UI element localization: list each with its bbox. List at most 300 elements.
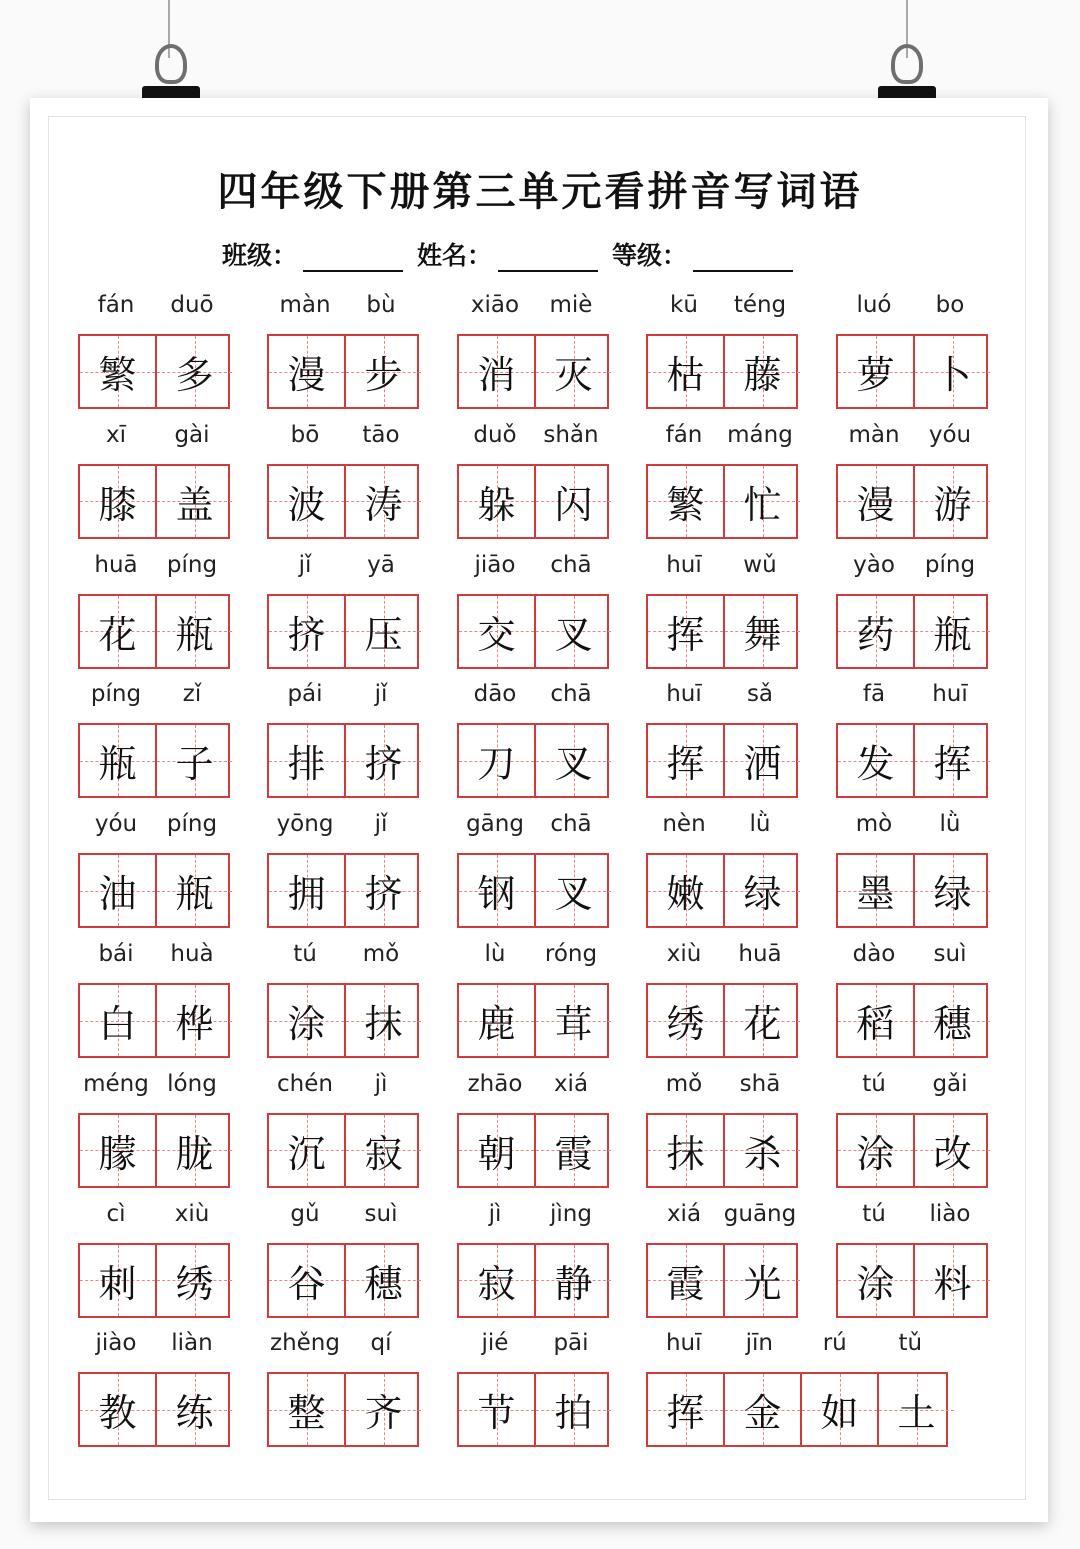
tianzige-cell[interactable] (913, 855, 990, 926)
tianzige-cell[interactable] (723, 1245, 800, 1316)
tianzige-box (646, 983, 798, 1058)
tianzige-cell[interactable] (344, 1245, 421, 1316)
pinyin-prompt (836, 941, 988, 971)
tianzige-cell[interactable] (838, 1115, 913, 1186)
tianzige-box (646, 334, 798, 409)
tianzige-cell[interactable] (155, 1245, 232, 1316)
tianzige-box (836, 334, 988, 409)
tianzige-box (267, 723, 419, 798)
hanzi-character: 挤 (364, 872, 403, 917)
hanzi-character: 寂 (477, 1261, 516, 1306)
tianzige-cell[interactable] (155, 1115, 232, 1186)
pinyin-syllable: fā (862, 681, 886, 708)
tianzige-box (646, 464, 798, 539)
hanzi-character: 瓶 (933, 612, 972, 657)
hanzi-character: 压 (364, 612, 403, 657)
tianzige-cell[interactable] (838, 1245, 913, 1316)
pinyin-prompt (78, 1201, 230, 1231)
tianzige-cell[interactable] (269, 336, 344, 407)
tianzige-cell[interactable] (648, 596, 723, 667)
pinyin-syllable: xiāo (470, 292, 520, 318)
tianzige-cell[interactable] (459, 336, 534, 407)
tianzige-box (457, 1243, 609, 1318)
pinyin-syllable: miè (549, 292, 593, 318)
pinyin-prompt (78, 1330, 230, 1360)
hanzi-character: 钢 (477, 872, 516, 917)
tianzige-cell[interactable] (534, 725, 611, 796)
hanzi-character: 繁 (666, 482, 705, 527)
tianzige-cell[interactable] (344, 725, 421, 796)
tianzige-box (836, 464, 988, 539)
tianzige-box (836, 1243, 988, 1318)
tianzige-cell[interactable] (648, 1245, 723, 1316)
pinyin-syllable: liào (929, 1200, 971, 1227)
tianzige-cell[interactable] (913, 466, 990, 537)
pinyin-syllable: chén (277, 1070, 333, 1097)
pinyin-syllable: gǎi (932, 1070, 968, 1097)
worksheet-title: 四年级下册第三单元看拼音写词语 (217, 168, 863, 215)
hanzi-character: 抹 (666, 1131, 705, 1176)
pinyin-syllable: máng (727, 421, 793, 448)
tianzige-box (457, 334, 609, 409)
pinyin-prompt (78, 681, 230, 711)
hanzi-character: 挥 (933, 742, 972, 787)
tianzige-cell[interactable] (723, 985, 800, 1056)
tianzige-cell[interactable] (648, 985, 723, 1056)
tianzige-cell[interactable] (269, 1245, 344, 1316)
tianzige-cell[interactable] (269, 596, 344, 667)
hanzi-character: 枯 (666, 353, 705, 397)
hanzi-character: 嫩 (666, 872, 705, 917)
tianzige-box (836, 983, 988, 1058)
tianzige-box (78, 1372, 230, 1447)
tianzige-cell[interactable] (913, 725, 990, 796)
pinyin-prompt (646, 422, 798, 452)
hanzi-character: 花 (98, 612, 137, 657)
hanzi-character: 挤 (287, 612, 326, 657)
pinyin-syllable: wǔ (743, 551, 777, 578)
hanzi-character: 涂 (287, 1002, 326, 1046)
pinyin-syllable: mǒ (665, 1070, 703, 1097)
hanzi-character: 灭 (554, 353, 593, 397)
tianzige-cell[interactable] (723, 855, 800, 926)
tianzige-cell[interactable] (534, 1374, 611, 1445)
hanzi-character: 穗 (364, 1261, 403, 1306)
tianzige-cell[interactable] (534, 985, 611, 1056)
hanzi-character: 萝 (856, 353, 895, 397)
pinyin-syllable: dāo (473, 681, 517, 708)
tianzige-cell[interactable] (80, 855, 155, 926)
pinyin-syllable: zhěng (270, 1330, 340, 1357)
pinyin-prompt (836, 422, 988, 452)
tianzige-cell[interactable] (344, 1115, 421, 1186)
tianzige-cell[interactable] (80, 1115, 155, 1186)
pinyin-syllable: píng (166, 551, 218, 578)
pinyin-prompt (836, 552, 988, 582)
tianzige-cell[interactable] (648, 336, 723, 407)
tianzige-cell[interactable] (534, 466, 611, 537)
tianzige-cell[interactable] (80, 466, 155, 537)
tianzige-cell[interactable] (269, 466, 344, 537)
pinyin-prompt (457, 292, 609, 322)
pinyin-syllable: jiào (95, 1330, 137, 1357)
hanzi-character: 霞 (666, 1261, 705, 1306)
hanzi-character: 朝 (477, 1131, 516, 1176)
tianzige-box (267, 983, 419, 1058)
tianzige-cell[interactable] (913, 596, 990, 667)
tianzige-cell[interactable] (534, 336, 611, 407)
pinyin-syllable: duō (170, 292, 214, 318)
tianzige-cell[interactable] (838, 596, 913, 667)
tianzige-cell[interactable] (838, 336, 913, 407)
pinyin-syllable: nèn (662, 811, 706, 838)
tianzige-cell[interactable] (269, 985, 344, 1056)
hanzi-character: 挥 (666, 1391, 705, 1436)
hanzi-character: 霞 (554, 1131, 593, 1176)
pinyin-syllable: huā (94, 551, 138, 578)
pinyin-syllable: róng (544, 941, 598, 967)
tianzige-cell[interactable] (723, 1374, 800, 1445)
pinyin-syllable: yóu (928, 421, 972, 448)
hanzi-character: 料 (933, 1261, 972, 1306)
tianzige-cell[interactable] (723, 466, 800, 537)
pinyin-syllable: xiá (666, 1200, 702, 1227)
hanzi-character: 步 (364, 353, 403, 397)
tianzige-cell[interactable] (648, 855, 723, 926)
tianzige-cell[interactable] (913, 985, 990, 1056)
hanzi-character: 叉 (554, 612, 593, 657)
grade-blank[interactable] (693, 242, 793, 272)
pinyin-syllable: píng (90, 681, 142, 708)
hanzi-character: 节 (477, 1391, 516, 1436)
pinyin-syllable: bo (935, 292, 965, 318)
tianzige-cell[interactable] (913, 336, 990, 407)
pinyin-syllable: fán (665, 421, 703, 448)
pinyin-prompt (457, 941, 609, 971)
tianzige-cell[interactable] (155, 1374, 232, 1445)
hanzi-character: 涂 (856, 1131, 895, 1176)
pinyin-syllable: bù (366, 292, 396, 318)
tianzige-box (78, 983, 230, 1058)
tianzige-cell[interactable] (269, 725, 344, 796)
pinyin-syllable: xiù (666, 941, 702, 967)
tianzige-cell[interactable] (534, 855, 611, 926)
tianzige-box (78, 853, 230, 928)
student-info-line (222, 236, 807, 272)
pinyin-prompt (267, 422, 419, 452)
tianzige-box (457, 594, 609, 669)
pinyin-prompt (457, 811, 609, 841)
hanzi-character: 舞 (743, 612, 782, 657)
pinyin-syllable: rú (822, 1330, 847, 1357)
pinyin-prompt (78, 811, 230, 841)
hanzi-character: 稻 (856, 1002, 895, 1046)
name-label: 姓名： (417, 241, 493, 270)
tianzige-cell[interactable] (723, 596, 800, 667)
tianzige-cell[interactable] (648, 466, 723, 537)
tianzige-cell[interactable] (269, 1374, 344, 1445)
tianzige-box (457, 723, 609, 798)
pinyin-prompt (457, 1330, 609, 1360)
pinyin-syllable: píng (924, 551, 976, 578)
tianzige-cell[interactable] (800, 1374, 877, 1445)
hanzi-character: 茸 (554, 1002, 593, 1046)
tianzige-cell[interactable] (269, 855, 344, 926)
tianzige-box (267, 853, 419, 928)
tianzige-cell[interactable] (155, 466, 232, 537)
tianzige-cell[interactable] (344, 855, 421, 926)
tianzige-cell[interactable] (459, 1374, 534, 1445)
grade-label: 等级： (612, 241, 688, 270)
pinyin-prompt (646, 681, 798, 711)
hanzi-character: 瓶 (175, 612, 214, 657)
tianzige-box (78, 594, 230, 669)
hanzi-character: 子 (175, 742, 214, 787)
tianzige-cell[interactable] (459, 596, 534, 667)
hanzi-character: 波 (287, 482, 326, 527)
hanzi-character: 刺 (98, 1261, 137, 1306)
pinyin-prompt (267, 811, 419, 841)
tianzige-cell[interactable] (723, 336, 800, 407)
name-blank[interactable] (498, 242, 598, 272)
tianzige-box (646, 594, 798, 669)
tianzige-box (836, 1113, 988, 1188)
pinyin-syllable: yóu (94, 811, 138, 838)
pinyin-syllable: jié (481, 1330, 509, 1357)
pinyin-syllable: suì (933, 941, 967, 967)
tianzige-cell[interactable] (459, 725, 534, 796)
pinyin-syllable: suì (364, 1200, 398, 1227)
pinyin-prompt (646, 941, 798, 971)
tianzige-box (267, 334, 419, 409)
tianzige-cell[interactable] (913, 1115, 990, 1186)
tianzige-cell[interactable] (723, 725, 800, 796)
hanzi-character: 叉 (554, 872, 593, 917)
pinyin-syllable: chā (550, 681, 592, 708)
tianzige-cell[interactable] (80, 1374, 155, 1445)
pinyin-prompt (836, 1071, 988, 1101)
tianzige-cell[interactable] (155, 855, 232, 926)
pinyin-syllable: lǜ (939, 811, 961, 838)
tianzige-cell[interactable] (459, 1245, 534, 1316)
pinyin-syllable: tú (862, 1200, 886, 1227)
tianzige-cell[interactable] (155, 596, 232, 667)
pinyin-syllable: tú (293, 941, 317, 967)
tianzige-cell[interactable] (80, 725, 155, 796)
tianzige-box (267, 594, 419, 669)
pinyin-syllable: màn (848, 421, 900, 448)
pinyin-syllable: gāng (466, 811, 524, 838)
tianzige-cell[interactable] (344, 466, 421, 537)
tianzige-cell[interactable] (648, 1115, 723, 1186)
tianzige-cell[interactable] (534, 1245, 611, 1316)
hanzi-character: 绣 (175, 1261, 214, 1306)
tianzige-box (267, 464, 419, 539)
tianzige-cell[interactable] (648, 725, 723, 796)
pinyin-syllable: duǒ (473, 421, 517, 448)
tianzige-cell[interactable] (80, 596, 155, 667)
class-blank[interactable] (303, 242, 403, 272)
hanzi-character: 桦 (175, 1002, 214, 1046)
pinyin-syllable: pāi (553, 1330, 589, 1357)
hanzi-character: 挥 (666, 742, 705, 787)
hanzi-character: 绿 (933, 872, 972, 917)
hanzi-character: 朦 (98, 1131, 137, 1176)
hanzi-character: 如 (820, 1391, 859, 1436)
tianzige-cell[interactable] (80, 336, 155, 407)
tianzige-box (646, 723, 798, 798)
tianzige-cell[interactable] (648, 1374, 723, 1445)
tianzige-box (646, 853, 798, 928)
pinyin-syllable: xiù (174, 1200, 210, 1227)
pinyin-prompt (646, 1071, 798, 1101)
tianzige-cell[interactable] (155, 336, 232, 407)
tianzige-cell[interactable] (913, 1245, 990, 1316)
tianzige-cell[interactable] (344, 985, 421, 1056)
pinyin-syllable: tǔ (898, 1330, 923, 1357)
hanzi-character: 漫 (856, 482, 895, 527)
hanzi-character: 瓶 (98, 742, 137, 787)
hanzi-character: 忙 (743, 482, 782, 527)
pinyin-syllable: huī (666, 551, 702, 578)
pinyin-syllable: yōng (276, 811, 334, 838)
pinyin-syllable: chā (550, 551, 592, 578)
pinyin-syllable: chā (550, 811, 592, 838)
pinyin-prompt (267, 1201, 419, 1231)
hanzi-character: 拥 (287, 872, 326, 917)
tianzige-cell[interactable] (838, 855, 913, 926)
pinyin-prompt (78, 552, 230, 582)
pinyin-syllable: mò (855, 811, 893, 838)
pinyin-syllable: jì (374, 1070, 388, 1097)
pinyin-syllable: kū (670, 292, 698, 318)
hanzi-character: 刀 (477, 742, 516, 787)
hanzi-character: 涂 (856, 1261, 895, 1306)
tianzige-cell[interactable] (459, 985, 534, 1056)
pinyin-syllable: xiá (553, 1070, 589, 1097)
pinyin-prompt (646, 292, 798, 322)
tianzige-cell[interactable] (80, 1245, 155, 1316)
tianzige-cell[interactable] (838, 985, 913, 1056)
tianzige-box (646, 1372, 948, 1447)
hanzi-character: 土 (897, 1391, 936, 1436)
tianzige-box (267, 1113, 419, 1188)
pinyin-syllable: lù (484, 941, 506, 967)
hanzi-character: 谷 (287, 1261, 326, 1306)
tianzige-cell[interactable] (155, 985, 232, 1056)
tianzige-cell[interactable] (80, 985, 155, 1056)
tianzige-cell[interactable] (344, 1374, 421, 1445)
tianzige-box (457, 1113, 609, 1188)
tianzige-box (78, 723, 230, 798)
tianzige-box (78, 334, 230, 409)
tianzige-box (457, 983, 609, 1058)
tianzige-cell[interactable] (877, 1374, 954, 1445)
hanzi-character: 瓶 (175, 872, 214, 917)
hanzi-character: 寂 (364, 1131, 403, 1176)
pinyin-syllable: tú (862, 1070, 886, 1097)
tianzige-cell[interactable] (838, 466, 913, 537)
pinyin-syllable: guāng (723, 1200, 797, 1227)
pinyin-syllable: jiāo (474, 551, 516, 578)
hanzi-character: 墨 (856, 872, 895, 917)
tianzige-cell[interactable] (534, 596, 611, 667)
tianzige-cell[interactable] (534, 1115, 611, 1186)
pinyin-prompt (457, 552, 609, 582)
tianzige-cell[interactable] (459, 855, 534, 926)
pinyin-prompt (646, 811, 798, 841)
tianzige-cell[interactable] (155, 725, 232, 796)
pinyin-syllable: gài (174, 421, 210, 448)
pinyin-prompt (267, 552, 419, 582)
tianzige-box (457, 853, 609, 928)
tianzige-box (267, 1243, 419, 1318)
hanzi-character: 齐 (364, 1391, 403, 1436)
pinyin-prompt (836, 811, 988, 841)
tianzige-cell[interactable] (459, 1115, 534, 1186)
pinyin-prompt (836, 292, 988, 322)
pinyin-prompt (457, 681, 609, 711)
pinyin-syllable: huā (738, 941, 782, 967)
tianzige-cell[interactable] (344, 596, 421, 667)
pinyin-syllable: luó (856, 292, 892, 318)
hanzi-character: 躲 (477, 482, 516, 527)
hanzi-character: 穗 (933, 1002, 972, 1046)
pinyin-syllable: yào (853, 551, 895, 578)
pinyin-prompt (78, 941, 230, 971)
hanzi-character: 沉 (287, 1131, 326, 1176)
pinyin-syllable: shǎn (543, 421, 599, 448)
pinyin-syllable: jìng (550, 1200, 592, 1227)
hanzi-character: 卜 (933, 353, 972, 397)
pinyin-syllable: cì (106, 1200, 126, 1227)
pinyin-syllable: jǐ (374, 681, 388, 708)
tianzige-box (457, 1372, 609, 1447)
pinyin-prompt (646, 1201, 798, 1231)
tianzige-box (457, 464, 609, 539)
hanzi-character: 练 (175, 1391, 214, 1436)
pinyin-syllable: qí (370, 1330, 392, 1357)
hanzi-character: 白 (98, 1002, 137, 1046)
tianzige-cell[interactable] (344, 336, 421, 407)
tianzige-box (78, 1113, 230, 1188)
tianzige-cell[interactable] (723, 1115, 800, 1186)
pinyin-syllable: jǐ (374, 811, 388, 838)
tianzige-cell[interactable] (459, 466, 534, 537)
pinyin-prompt (267, 1071, 419, 1101)
hanzi-character: 绣 (666, 1002, 705, 1046)
pinyin-syllable: lǜ (749, 811, 771, 838)
tianzige-cell[interactable] (838, 725, 913, 796)
pinyin-syllable: sǎ (746, 681, 774, 708)
pinyin-syllable: fán (97, 292, 135, 318)
hanzi-character: 发 (856, 742, 895, 787)
hanzi-character: 游 (933, 482, 972, 527)
hanzi-character: 盖 (175, 482, 214, 527)
pinyin-prompt (78, 1071, 230, 1101)
tianzige-box (646, 1243, 798, 1318)
hanzi-character: 挥 (666, 612, 705, 657)
tianzige-box (78, 1243, 230, 1318)
hanzi-character: 涛 (364, 482, 403, 527)
pinyin-prompt (78, 292, 230, 322)
hanzi-character: 药 (856, 612, 895, 657)
tianzige-cell[interactable] (269, 1115, 344, 1186)
hanzi-character: 洒 (743, 742, 782, 787)
hanzi-character: 鹿 (477, 1002, 516, 1046)
pinyin-prompt (646, 552, 798, 582)
pinyin-syllable: liàn (171, 1330, 213, 1357)
